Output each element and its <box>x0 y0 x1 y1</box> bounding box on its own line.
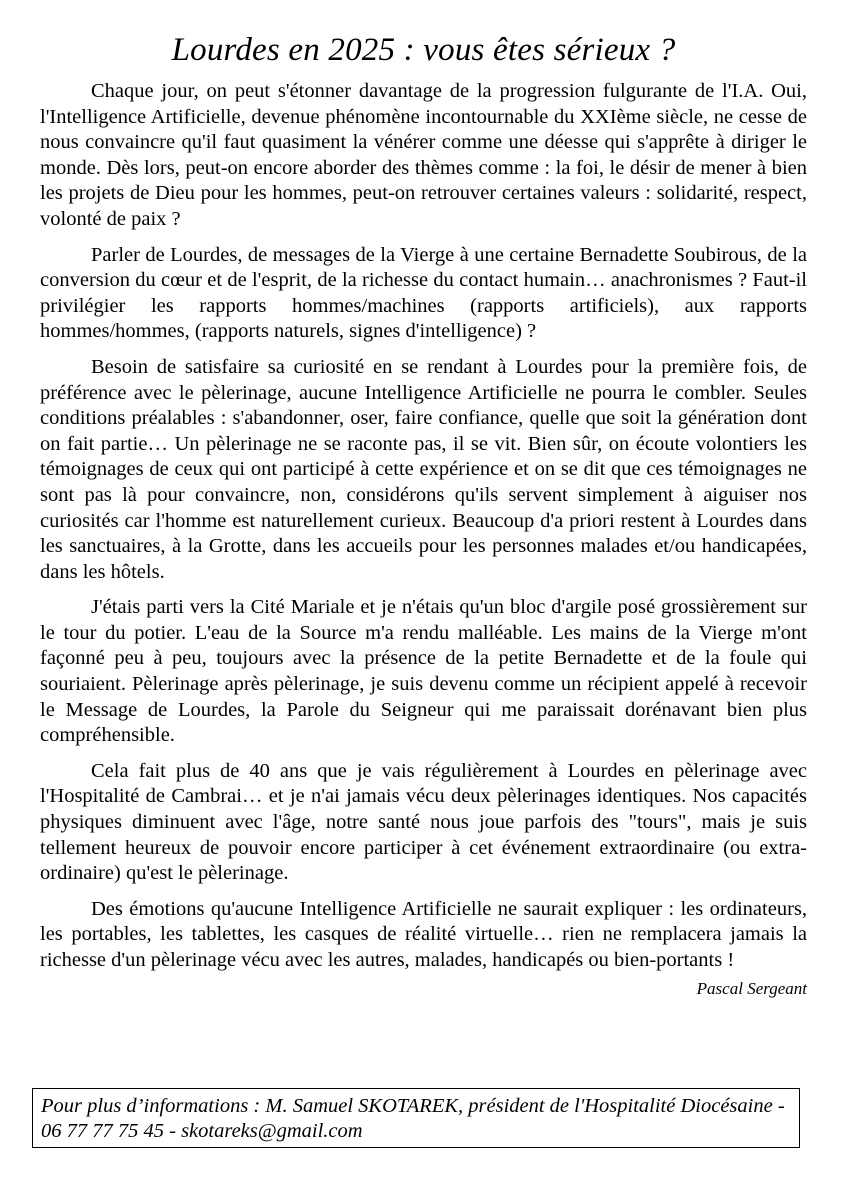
article-paragraph-1: Chaque jour, on peut s'étonner davantage de la progression fulgurante de l'I.A. Oui, l'Intelligence Artificielle, devenue phénomène incontournable du XXIème siècle, ne cesse de nous convaincre qu'il faut quasiment la vénérer comme une déesse qui s'apprête à diriger le monde. Dès lors, peut-on encore aborder des thèmes comme : la foi, le désir de mener à bien les projets de Dieu pour les hommes, peut-on retrouver certaines valeurs : solidarité, respect, volonté de paix ? <box>40 80 807 230</box>
article-paragraph-2: Parler de Lourdes, de messages de la Vierge à une certaine Bernadette Soubirous, de la conversion du cœur et de l'esprit, de la richesse du contact humain… anachronismes ? Faut-il privilégier les rapports hommes/machines (rapports artificiels), aux rapports hommes/hommes, (rapports naturels, signes d'intelligence) ? <box>40 243 807 343</box>
article-paragraph-5: Cela fait plus de 40 ans que je vais régulièrement à Lourdes en pèlerinage avec l'Hospitalité de Cambrai… et je n'ai jamais vécu deux pèlerinages identiques. Nos capacités physiques diminuent avec l'âge, notre santé nous joue parfois des "tours", mais je suis tellement heureux de pouvoir encore participer à cet événement extraordinaire (ou extra-ordinaire) qu'est le pèlerinage. <box>40 759 807 885</box>
article-paragraph-4: J'étais parti vers la Cité Mariale et je n'étais qu'un bloc d'argile posé grossièrement sur le tour du potier. L'eau de la Source m'a rendu malléable. Les mains de la Vierge m'ont façonné peu à peu, toujours avec la présence de la petite Bernadette et de la foule qui souriaient. Pèlerinage après pèlerinage, je suis devenu comme un récipient appelé à recevoir le Message de Lourdes, la Parole du Seigneur qui me paraissait dorénavant bien plus compréhensible. <box>40 596 807 747</box>
contact-info-text: Pour plus d’informations : M. Samuel SKOTAREK, président de l'Hospitalité Diocésaine - 06 77 77 75 45 - skotareks@gmail.com <box>41 1095 785 1142</box>
author-signature: Pascal Sergeant <box>696 978 807 998</box>
article-title: Lourdes en 2025 : vous êtes sérieux ? <box>171 32 676 68</box>
article-paragraph-6: Des émotions qu'aucune Intelligence Artificielle ne saurait expliquer : les ordinateurs, les portables, les tablettes, les casques de réalité virtuelle… rien ne remplacera jamais la richesse d'un pèlerinage vécu avec les autres, malades, handicapés ou bien-portants ! <box>40 897 807 971</box>
article-paragraph-3: Besoin de satisfaire sa curiosité en se rendant à Lourdes pour la première fois, de préférence avec le pèlerinage, aucune Intelligence Artificielle ne pourra le combler. Seules conditions préalables : s'abandonner, oser, faire confiance, quelle que soit la génération dont on fait partie… Un pèlerinage ne se raconte pas, il se vit. Bien sûr, on écoute volontiers les témoignages de ceux qui ont participé à cette expérience et on se dit que ces témoignages ne sont pas là pour convaincre, non, considérons qu'ils servent simplement à aiguiser nos curiosités car l'homme est naturellement curieux. Beaucoup d'a priori restent à Lourdes dans les sanctuaires, à la Grotte, dans les accueils pour les personnes malades et/ou handicapées, dans les hôtels. <box>40 355 807 583</box>
article <box>40 30 807 1000</box>
contact-info-box <box>32 1088 800 1148</box>
